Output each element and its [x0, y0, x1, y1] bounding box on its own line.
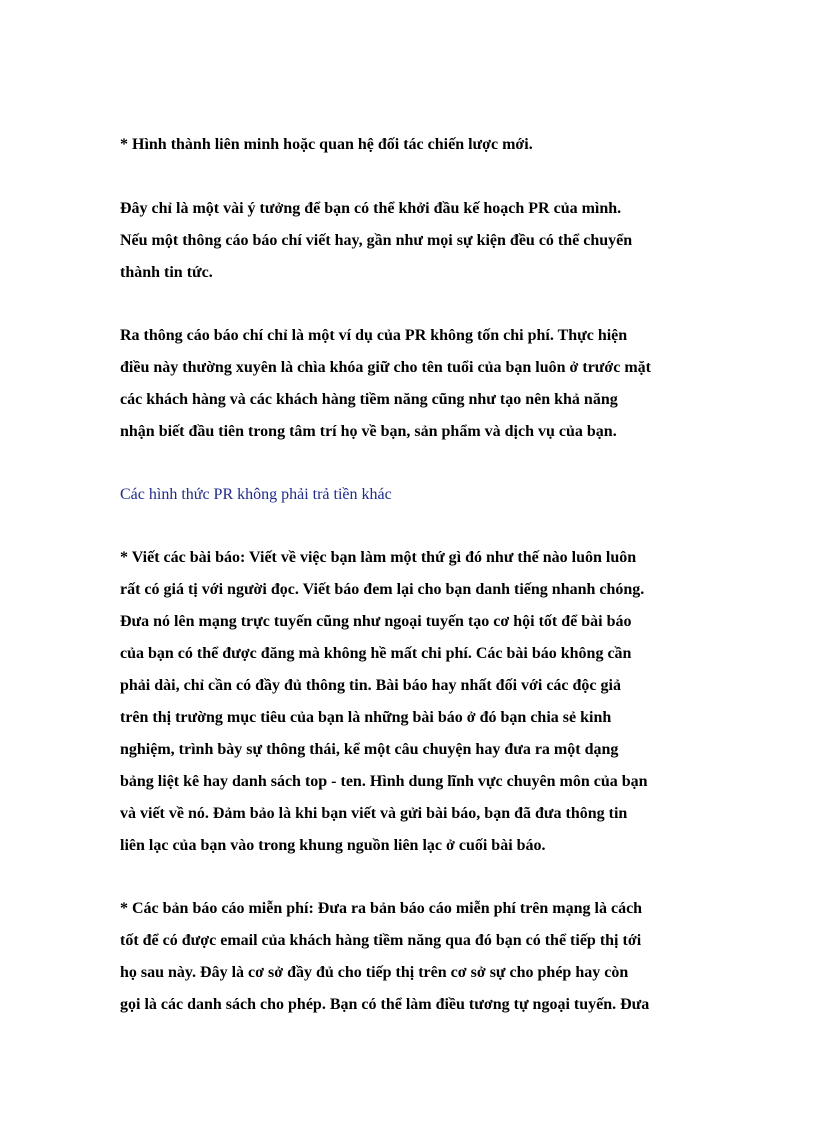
paragraph-line: rất có giá tị với người đọc. Viết báo đem lại cho bạn danh tiếng nhanh chóng. [120, 581, 645, 598]
paragraph-line: * Các bản báo cáo miễn phí: Đưa ra bản báo cáo miễn phí trên mạng là cách [120, 900, 643, 917]
paragraph-line: * Viết các bài báo: Viết về việc bạn làm một thứ gì đó như thế nào luôn luôn [120, 549, 637, 566]
paragraph-line: * Hình thành liên minh hoặc quan hệ đối tác chiến lược mới. [120, 136, 533, 153]
paragraph-line: Nếu một thông cáo báo chí viết hay, gần như mọi sự kiện đều có thể chuyển [120, 232, 633, 249]
paragraph-line: bảng liệt kê hay danh sách top - ten. Hình dung lĩnh vực chuyên môn của bạn [120, 773, 648, 790]
paragraph-line: điều này thường xuyên là chìa khóa giữ cho tên tuổi của bạn luôn ở trước mặt [120, 359, 652, 376]
paragraph-line: trên thị trường mục tiêu của bạn là những bài báo ở đó bạn chia sẻ kinh [120, 709, 612, 726]
paragraph-line: Đây chỉ là một vài ý tưởng để bạn có thể khởi đầu kế hoạch PR của mình. [120, 200, 622, 217]
paragraph-line: các khách hàng và các khách hàng tiềm năng cũng như tạo nên khả năng [120, 391, 618, 408]
paragraph-free-reports [120, 898, 710, 1026]
paragraph-line: Ra thông cáo báo chí chỉ là một ví dụ của PR không tốn chi phí. Thực hiện [120, 327, 628, 344]
paragraph-press-release [120, 325, 710, 453]
paragraph-line: họ sau này. Đây là cơ sở đầy đủ cho tiếp thị trên cơ sở sự cho phép hay còn [120, 964, 629, 981]
paragraph-line: gọi là các danh sách cho phép. Bạn có thể làm điều tương tự ngoại tuyến. Đưa [120, 996, 650, 1013]
paragraph-line: Đưa nó lên mạng trực tuyến cũng như ngoại tuyến tạo cơ hội tốt để bài báo [120, 613, 632, 630]
paragraph-line: nhận biết đầu tiên trong tâm trí họ về bạn, sản phẩm và dịch vụ của bạn. [120, 423, 617, 440]
paragraph-line: phải dài, chỉ cần có đầy đủ thông tin. Bài báo hay nhất đối với các độc giả [120, 677, 621, 694]
section-heading-text: Các hình thức PR không phải trả tiền khác [120, 486, 392, 503]
paragraph-line: nghiệm, trình bày sự thông thái, kể một câu chuyện hay đưa ra một dạng [120, 741, 619, 758]
paragraph-line: liên lạc của bạn vào trong khung nguồn liên lạc ở cuối bài báo. [120, 837, 546, 854]
paragraph-line: và viết về nó. Đảm bảo là khi bạn viết và gửi bài báo, bạn đã đưa thông tin [120, 805, 628, 822]
paragraph-write-articles [120, 547, 710, 867]
paragraph-strategic-alliance [120, 134, 710, 166]
section-heading [120, 484, 710, 516]
paragraph-pr-ideas [120, 198, 710, 294]
paragraph-line: tốt để có được email của khách hàng tiềm năng qua đó bạn có thể tiếp thị tới [120, 932, 642, 949]
paragraph-line: của bạn có thể được đăng mà không hề mất chi phí. Các bài báo không cần [120, 645, 632, 662]
paragraph-line: thành tin tức. [120, 264, 213, 281]
